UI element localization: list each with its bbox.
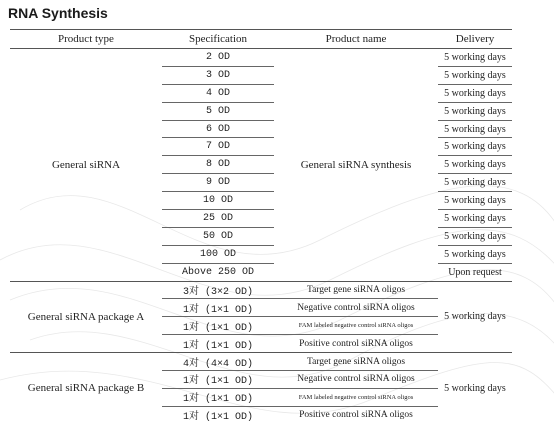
spec-cell: 50 OD <box>162 228 274 246</box>
oligo-name-cell: Target gene siRNA oligos <box>274 282 438 300</box>
spec-cell: 3 OD <box>162 67 274 85</box>
spec-cell: 1对 (1×1 OD) <box>162 317 274 335</box>
header-product-name: Product name <box>274 29 438 49</box>
package-b-delivery: 5 working days <box>444 382 506 394</box>
spec-cell: 4 OD <box>162 85 274 103</box>
delivery-cell: 5 working days <box>438 210 512 228</box>
header-product-type: Product type <box>10 29 162 49</box>
general-sirna-product-name: General siRNA synthesis <box>274 49 438 282</box>
spec-cell: 1对 (1×1 OD) <box>162 299 274 317</box>
page-title: RNA Synthesis <box>8 5 108 21</box>
delivery-cell: 5 working days <box>438 192 512 210</box>
oligo-name-cell: Positive control siRNA oligos <box>299 410 413 421</box>
package-a-delivery: 5 working days <box>438 282 512 354</box>
spec-cell: 5 OD <box>162 103 274 121</box>
product-table <box>10 29 512 424</box>
delivery-cell: 5 working days <box>438 138 512 156</box>
spec-cell: 100 OD <box>162 246 274 264</box>
table-row <box>10 282 512 300</box>
spec-cell: 2 OD <box>162 49 274 67</box>
general-sirna-type: General siRNA <box>10 49 162 282</box>
spec-cell: 25 OD <box>162 210 274 228</box>
package-a-type: General siRNA package A <box>10 282 162 354</box>
oligo-name-cell: FAM labeled negative control siRNA oligos <box>274 317 438 335</box>
oligo-name-cell: Negative control siRNA oligos <box>274 299 438 317</box>
spec-cell: 1对 (1×1 OD) <box>162 371 274 389</box>
spec-cell: 1对 (1×1 OD) <box>162 389 274 407</box>
delivery-cell: 5 working days <box>438 174 512 192</box>
spec-cell: 4对 (4×4 OD) <box>162 353 274 371</box>
oligo-name-cell: Positive control siRNA oligos <box>274 335 438 353</box>
spec-cell: 1对 (1×1 OD) <box>162 335 274 353</box>
table-row <box>10 353 512 371</box>
table-row <box>10 49 512 67</box>
spec-cell: 10 OD <box>162 192 274 210</box>
spec-cell: Above 250 OD <box>162 264 274 282</box>
delivery-cell: 5 working days <box>438 103 512 121</box>
delivery-cell: 5 working days <box>438 67 512 85</box>
delivery-cell: 5 working days <box>438 156 512 174</box>
delivery-cell: 5 working days <box>438 49 512 67</box>
delivery-cell: 5 working days <box>438 121 512 139</box>
delivery-cell: 5 working days <box>438 246 512 264</box>
table-header-row <box>10 29 512 49</box>
delivery-cell: Upon request <box>438 264 512 282</box>
header-delivery: Delivery <box>438 29 512 49</box>
spec-cell: 7 OD <box>162 138 274 156</box>
oligo-name-cell: Negative control siRNA oligos <box>274 371 438 389</box>
package-b-type: General siRNA package B <box>27 382 145 395</box>
delivery-cell: 5 working days <box>438 228 512 246</box>
spec-cell: 3对 (3×2 OD) <box>162 282 274 300</box>
oligo-name-cell: Target gene siRNA oligos <box>274 353 438 371</box>
spec-cell: 6 OD <box>162 121 274 139</box>
spec-cell: 1对 (1×1 OD) <box>182 412 253 424</box>
oligo-name-cell: FAM labeled negative control siRNA oligos <box>274 389 438 407</box>
spec-cell: 8 OD <box>162 156 274 174</box>
header-specification: Specification <box>162 29 274 49</box>
spec-cell: 9 OD <box>162 174 274 192</box>
delivery-cell: 5 working days <box>438 85 512 103</box>
